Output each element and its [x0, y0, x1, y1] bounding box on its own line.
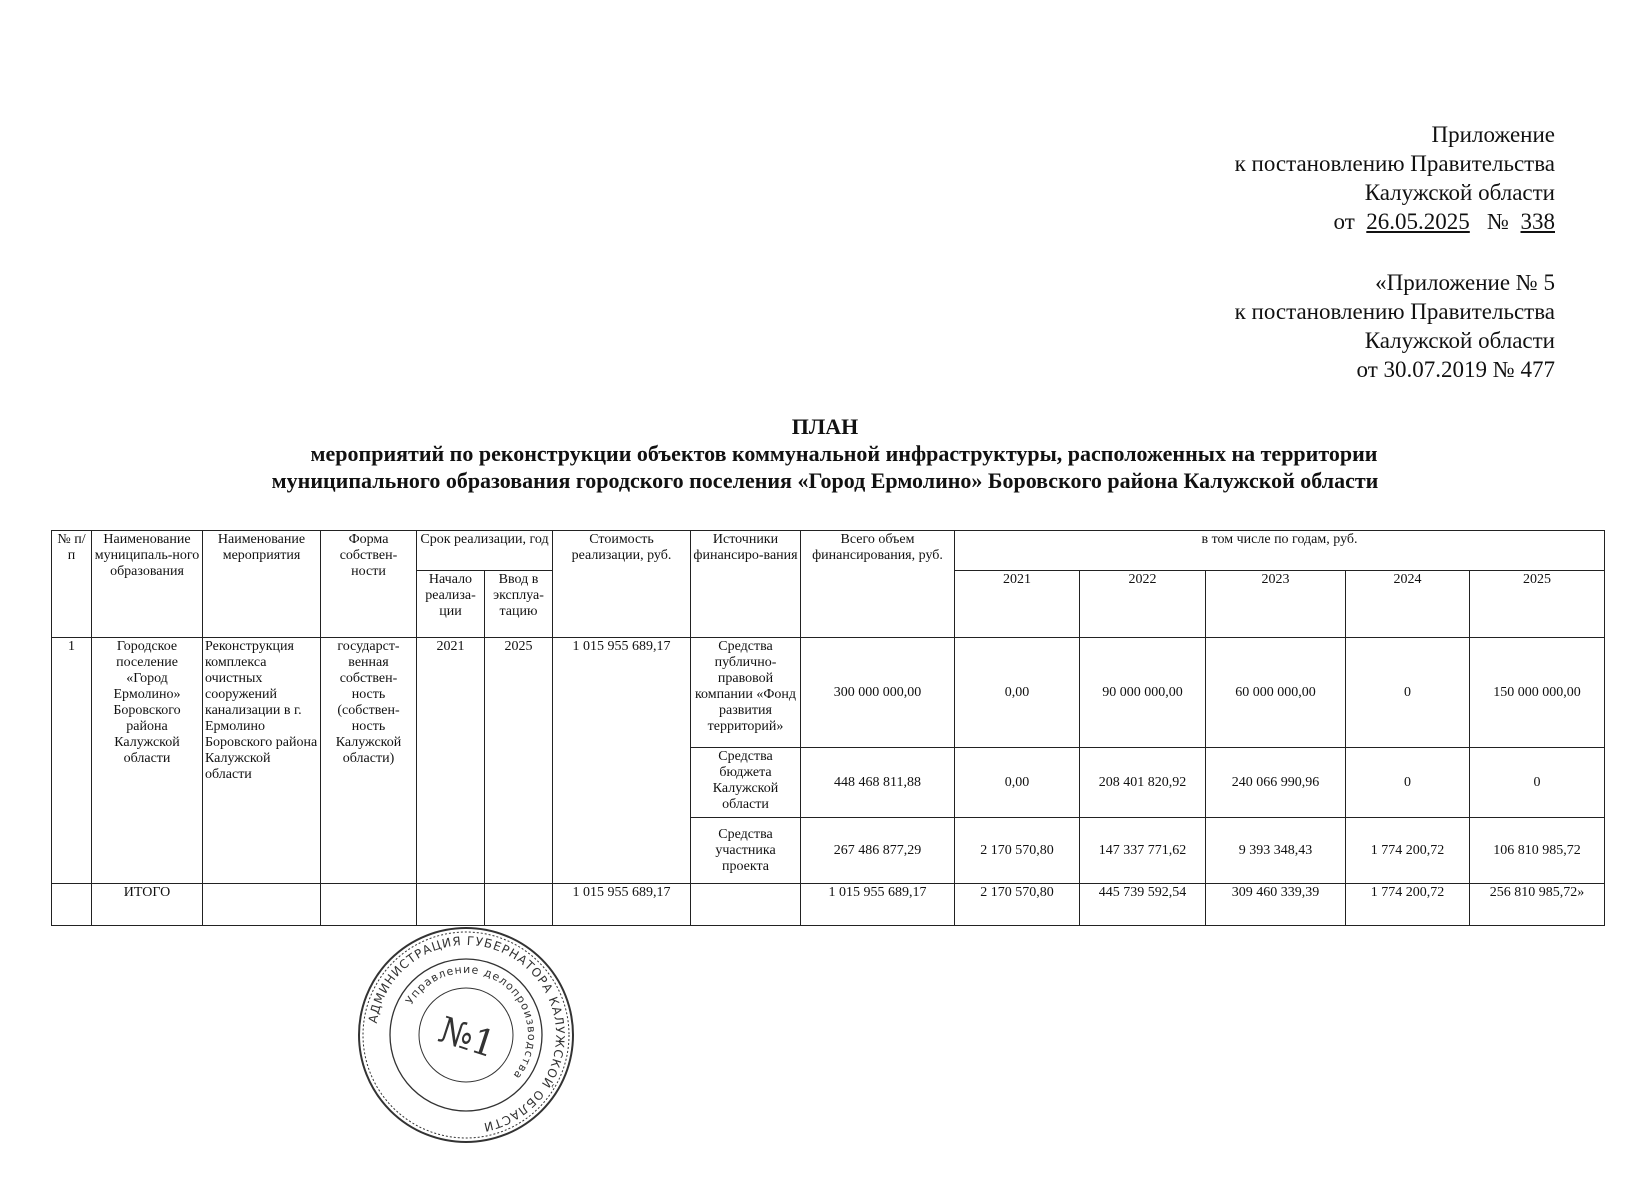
plan-table — [51, 530, 1605, 926]
source-year-value: 9 393 348,43 — [1206, 818, 1346, 884]
source-year-value: 0,00 — [955, 638, 1080, 748]
total-empty — [691, 884, 801, 926]
source-year-value: 0 — [1346, 748, 1470, 818]
source-name: Средства участника проекта — [691, 818, 801, 884]
header-year: 2021 — [955, 571, 1080, 638]
total-year-value: 2 170 570,80 — [955, 884, 1080, 926]
header-year: 2025 — [1470, 571, 1605, 638]
appendix-resolution: к постановлению Правительства — [1234, 151, 1555, 176]
document-title — [0, 413, 1650, 494]
source-year-value: 147 337 771,62 — [1080, 818, 1206, 884]
quoted-appendix-region: Калужской области — [1364, 328, 1555, 353]
official-stamp — [356, 925, 576, 1145]
resolution-date: 26.05.2025 — [1366, 209, 1470, 234]
row-measure: Реконструкция комплекса очистных сооружений канализации в г. Ермолино Боровского района Калужской области — [203, 638, 321, 884]
total-cost: 1 015 955 689,17 — [553, 884, 691, 926]
header-term: Срок реализации, год — [417, 531, 553, 571]
row-municipality: Городское поселение «Город Ермолино» Боровского района Калужской области — [92, 638, 203, 884]
header-term-start: Начало реализа-ции — [417, 571, 485, 638]
total-num — [52, 884, 92, 926]
source-year-value: 90 000 000,00 — [1080, 638, 1206, 748]
header-year: 2022 — [1080, 571, 1206, 638]
row-commission: 2025 — [485, 638, 553, 884]
stamp-inner-text: Управление делопроизводства — [403, 962, 539, 1083]
title-line-1: мероприятий по реконструкции объектов коммунальной инфраструктуры, расположенных на территории — [310, 441, 1378, 466]
header-ownership: Форма собствен-ности — [321, 531, 417, 638]
header-total: Всего объем финансирования, руб. — [801, 531, 955, 638]
header-num: № п/п — [52, 531, 92, 638]
stamp-outer-text: АДМИНИСТРАЦИЯ ГУБЕРНАТОРА КАЛУЖСКОЙ ОБЛАСТИ — [365, 933, 568, 1135]
header-term-commission: Ввод в эксплуа-тацию — [485, 571, 553, 638]
header-measure: Наименование мероприятия — [203, 531, 321, 638]
header-by-years: в том числе по годам, руб. — [955, 531, 1605, 571]
source-year-value: 0 — [1470, 748, 1605, 818]
number-sign: № — [1487, 209, 1509, 234]
header-cost: Стоимость реализации, руб. — [553, 531, 691, 638]
total-empty — [417, 884, 485, 926]
source-name: Средства публично-правовой компании «Фонд развития территорий» — [691, 638, 801, 748]
appendix-header — [1235, 120, 1555, 236]
source-year-value: 60 000 000,00 — [1206, 638, 1346, 748]
source-year-value: 208 401 820,92 — [1080, 748, 1206, 818]
header-year: 2023 — [1206, 571, 1346, 638]
header-municipality: Наименование муниципаль-ного образования — [92, 531, 203, 638]
source-total: 267 486 877,29 — [801, 818, 955, 884]
total-empty — [485, 884, 553, 926]
from-prefix: от — [1333, 209, 1355, 234]
source-year-value: 2 170 570,80 — [955, 818, 1080, 884]
quoted-appendix-resolution: к постановлению Правительства — [1234, 299, 1555, 324]
quoted-appendix-header — [1235, 268, 1555, 384]
total-overall: 1 015 955 689,17 — [801, 884, 955, 926]
source-year-value: 0,00 — [955, 748, 1080, 818]
total-year-value: 445 739 592,54 — [1080, 884, 1206, 926]
quoted-appendix-date-line: от 30.07.2019 № 477 — [1356, 357, 1555, 382]
source-name: Средства бюджета Калужской области — [691, 748, 801, 818]
source-total: 448 468 811,88 — [801, 748, 955, 818]
total-year-value: 1 774 200,72 — [1346, 884, 1470, 926]
total-empty — [321, 884, 417, 926]
source-total: 300 000 000,00 — [801, 638, 955, 748]
total-year-value: 256 810 985,72» — [1470, 884, 1605, 926]
resolution-number: 338 — [1520, 209, 1555, 234]
title-heading: ПЛАН — [791, 414, 859, 439]
header-sources: Источники финансиро-вания — [691, 531, 801, 638]
source-year-value: 150 000 000,00 — [1470, 638, 1605, 748]
appendix-title: Приложение — [1431, 122, 1555, 147]
quoted-appendix-title: «Приложение № 5 — [1375, 270, 1555, 295]
row-cost: 1 015 955 689,17 — [553, 638, 691, 884]
header-year: 2024 — [1346, 571, 1470, 638]
stamp-center: №1 — [433, 1009, 501, 1067]
source-year-value: 106 810 985,72 — [1470, 818, 1605, 884]
title-line-2: муниципального образования городского поселения «Город Ермолино» Боровского района Калужской области — [271, 468, 1379, 493]
total-label: ИТОГО — [92, 884, 203, 926]
row-num: 1 — [52, 638, 92, 884]
appendix-region: Калужской области — [1364, 180, 1555, 205]
total-year-value: 309 460 339,39 — [1206, 884, 1346, 926]
appendix-date-line — [1235, 207, 1555, 236]
row-ownership: государст-венная собствен-ность (собствен-ность Калужской области) — [321, 638, 417, 884]
row-start: 2021 — [417, 638, 485, 884]
source-year-value: 240 066 990,96 — [1206, 748, 1346, 818]
source-year-value: 0 — [1346, 638, 1470, 748]
total-empty — [203, 884, 321, 926]
source-year-value: 1 774 200,72 — [1346, 818, 1470, 884]
